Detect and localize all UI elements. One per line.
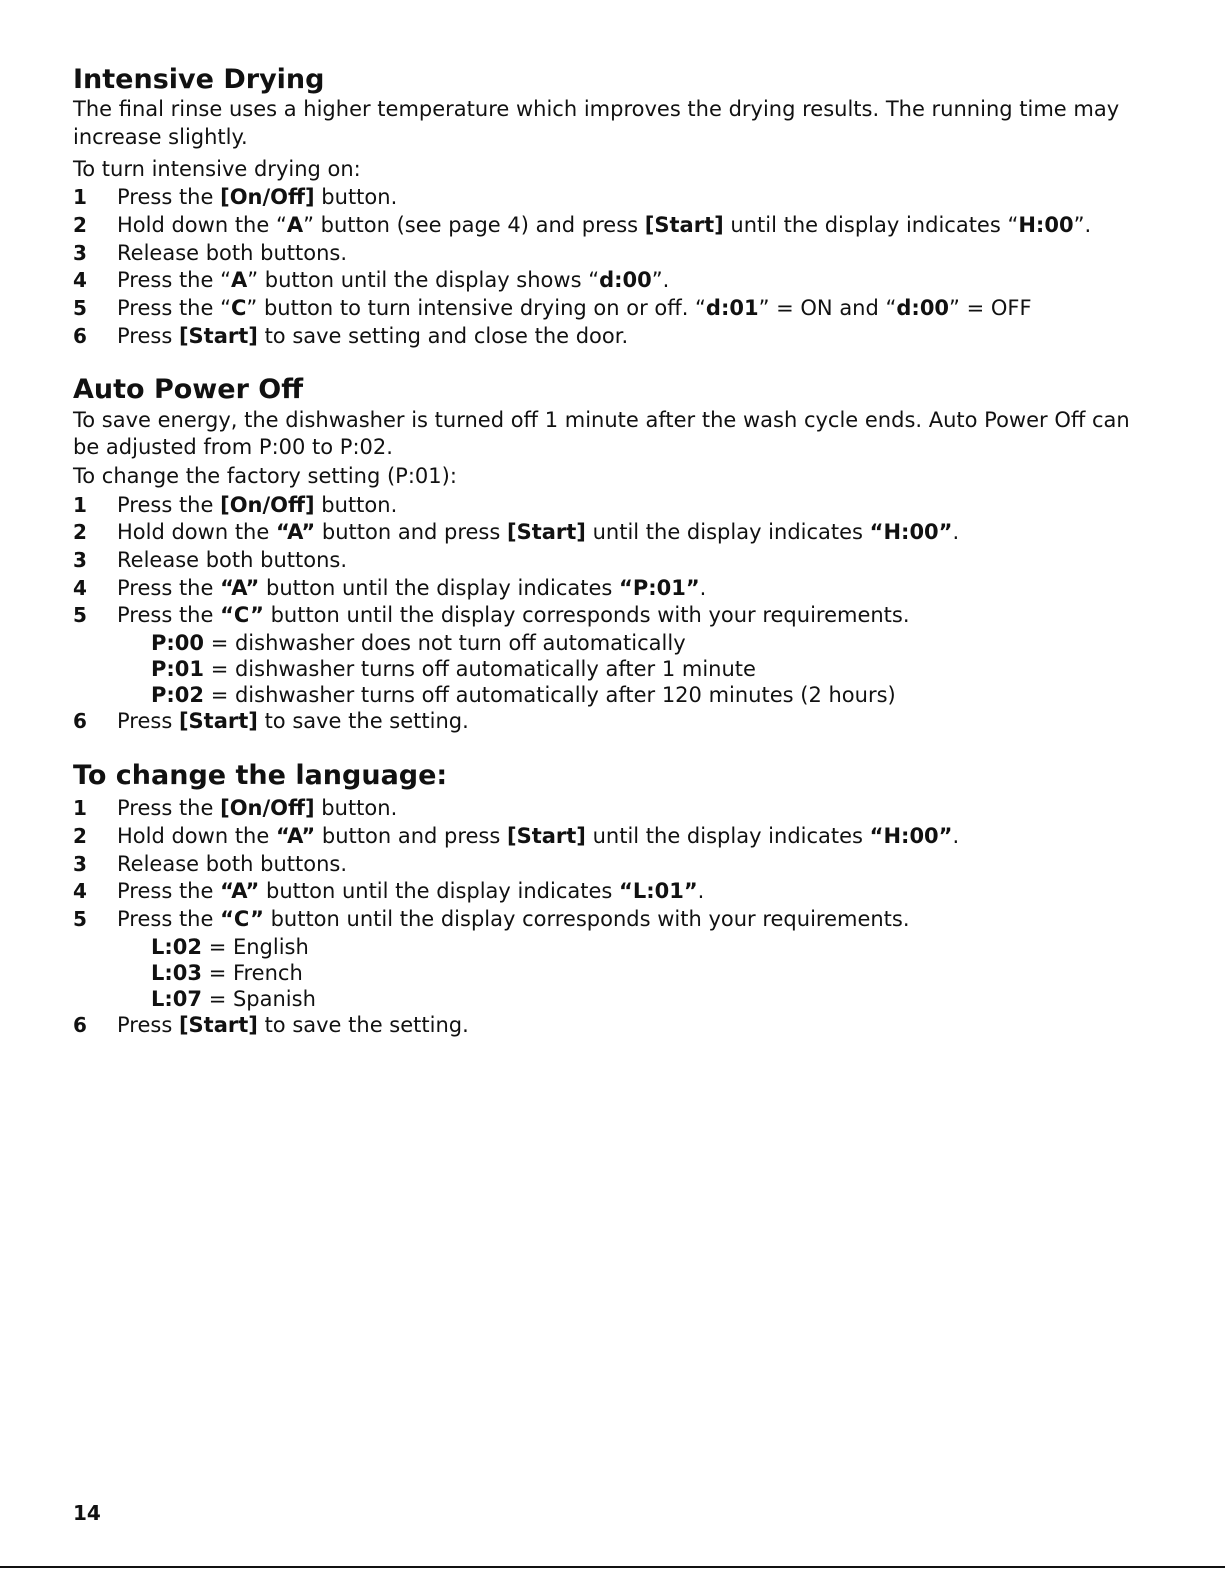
step-text bbox=[117, 878, 1153, 905]
step-text bbox=[117, 906, 1153, 933]
button-label: “A” bbox=[275, 520, 316, 545]
option-text: = French bbox=[202, 960, 303, 985]
step-text-part: Press the “ bbox=[117, 296, 231, 321]
step-number: 2 bbox=[73, 212, 87, 237]
step-text-part: ” = OFF bbox=[949, 296, 1032, 321]
option-text: = dishwasher turns off automatically after 120 minutes (2 hours) bbox=[204, 683, 896, 708]
step-item bbox=[73, 602, 1153, 630]
step-number: 1 bbox=[73, 492, 87, 517]
step-text-part: Press the bbox=[117, 492, 221, 517]
step-item bbox=[73, 267, 1153, 295]
step-text-part: to save setting and close the door. bbox=[257, 323, 629, 348]
step-text-part: button until the display corresponds with your requirements. bbox=[263, 906, 910, 931]
step-item bbox=[73, 519, 1153, 547]
step-item bbox=[73, 184, 1153, 212]
option-code: P:02 bbox=[151, 683, 205, 708]
step-number: 4 bbox=[73, 879, 87, 904]
intensive-drying-description: The final rinse uses a higher temperature which improves the drying results. The running time may increase slightly. bbox=[73, 97, 1120, 149]
step-number: 3 bbox=[73, 240, 87, 265]
button-label: [Start] bbox=[178, 709, 258, 734]
section-title-change-language: To change the language: bbox=[73, 759, 448, 791]
option-code: P:01 bbox=[151, 657, 205, 682]
step-text-part: Hold down the “ bbox=[117, 212, 287, 237]
step-text bbox=[117, 795, 1153, 822]
step-text-part: to save the setting. bbox=[257, 709, 469, 734]
step-text-part: Press bbox=[117, 1012, 179, 1037]
step-item bbox=[73, 708, 1153, 736]
step-text-part: to save the setting. bbox=[257, 1012, 469, 1037]
step-number: 6 bbox=[73, 323, 87, 348]
step-text-part: button. bbox=[314, 796, 398, 821]
step-text-part: button and press bbox=[315, 823, 507, 848]
section-spacer bbox=[73, 350, 1153, 374]
step-text-part: Press the bbox=[117, 879, 221, 904]
step-text bbox=[117, 492, 1153, 519]
display-code: d:00 bbox=[599, 268, 652, 293]
option-item bbox=[73, 682, 1153, 708]
step-text bbox=[117, 708, 1153, 735]
step-number: 3 bbox=[73, 851, 87, 876]
button-label: “A” bbox=[220, 575, 260, 600]
step-text bbox=[117, 602, 1153, 629]
option-text: = English bbox=[202, 934, 309, 959]
step-text-part: Press the bbox=[117, 796, 221, 821]
section-title-intensive-drying: Intensive Drying bbox=[73, 64, 325, 95]
step-number: 6 bbox=[73, 1012, 87, 1037]
option-text: = dishwasher does not turn off automatically bbox=[204, 631, 686, 656]
step-number: 2 bbox=[73, 823, 87, 848]
step-text-part: button until the display indicates bbox=[259, 575, 620, 600]
step-item bbox=[73, 878, 1153, 906]
step-item bbox=[73, 575, 1153, 603]
step-text-part: . bbox=[697, 879, 705, 904]
step-text-part: ” button until the display shows “ bbox=[247, 268, 600, 293]
button-label: [Start] bbox=[178, 1012, 258, 1037]
display-code: d:01 bbox=[705, 296, 759, 321]
step-text-part: ”. bbox=[1073, 212, 1092, 237]
step-item bbox=[73, 1012, 1153, 1040]
option-code: P:00 bbox=[151, 631, 205, 656]
step-item bbox=[73, 212, 1153, 240]
auto-power-off-intro: To change the factory setting (P:01): bbox=[73, 464, 457, 489]
step-text bbox=[117, 323, 1153, 350]
auto-power-off-steps bbox=[73, 492, 1153, 736]
step-number: 5 bbox=[73, 906, 87, 931]
step-text-part: ” button (see page 4) and press bbox=[303, 212, 645, 237]
display-code: “L:01” bbox=[619, 879, 698, 904]
manual-page bbox=[73, 64, 1153, 1039]
step-number: 4 bbox=[73, 575, 87, 600]
option-code: L:02 bbox=[151, 934, 203, 959]
section-spacer bbox=[73, 736, 1153, 760]
page-number: 14 bbox=[73, 1501, 101, 1525]
step-item bbox=[73, 323, 1153, 351]
button-label: A bbox=[286, 212, 304, 237]
step-text-part: button. bbox=[314, 492, 398, 517]
step-text-part: button. bbox=[314, 185, 398, 210]
language-steps bbox=[73, 795, 1153, 1039]
option-code: L:03 bbox=[151, 960, 203, 985]
step-text bbox=[117, 295, 1153, 322]
step-item bbox=[73, 851, 1153, 879]
display-code: “H:00” bbox=[869, 823, 953, 848]
auto-power-off-description: To save energy, the dishwasher is turned off 1 minute after the wash cycle ends. Auto Power Off can be adjusted from P:00 to P:02. bbox=[73, 407, 1130, 460]
step-text bbox=[117, 1012, 1153, 1039]
step-item bbox=[73, 547, 1153, 575]
step-text-part: button and press bbox=[315, 520, 507, 545]
step-text: Release both buttons. bbox=[117, 240, 348, 265]
step-text bbox=[117, 267, 1153, 294]
step-item bbox=[73, 823, 1153, 851]
button-label: “A” bbox=[275, 823, 316, 848]
step-text-part: until the display indicates bbox=[585, 520, 870, 545]
display-code: “H:00” bbox=[869, 520, 953, 545]
step-text-part: button until the display corresponds with your requirements. bbox=[263, 603, 910, 628]
option-item bbox=[73, 960, 1153, 986]
step-text bbox=[117, 184, 1153, 211]
step-text-part: . bbox=[952, 520, 960, 545]
step-text-part: Press bbox=[117, 709, 179, 734]
section-title-auto-power-off: Auto Power Off bbox=[73, 374, 304, 406]
step-text-part: Press the bbox=[117, 575, 221, 600]
step-item bbox=[73, 492, 1153, 520]
step-text-part: Press the bbox=[117, 906, 221, 931]
step-number: 3 bbox=[73, 548, 87, 573]
step-number: 1 bbox=[73, 185, 87, 210]
display-code: “P:01” bbox=[619, 575, 700, 600]
step-text bbox=[117, 823, 1153, 850]
step-text-part: Press the “ bbox=[117, 268, 231, 293]
option-item bbox=[73, 986, 1153, 1012]
option-code: L:07 bbox=[151, 986, 203, 1011]
page-bottom-rule bbox=[0, 1566, 1225, 1568]
option-text: = Spanish bbox=[202, 986, 316, 1011]
step-text-part: Hold down the bbox=[117, 823, 276, 848]
step-text-part: Press bbox=[117, 323, 179, 348]
option-item bbox=[73, 934, 1153, 960]
step-text bbox=[117, 519, 1153, 546]
step-text bbox=[117, 575, 1153, 602]
step-text: Release both buttons. bbox=[117, 548, 348, 573]
step-number: 5 bbox=[73, 603, 87, 628]
button-label: [On/Off] bbox=[220, 796, 315, 821]
step-text-part: button until the display indicates bbox=[259, 879, 620, 904]
step-text-part: ”. bbox=[651, 268, 670, 293]
button-label: [On/Off] bbox=[220, 492, 315, 517]
button-label: “A” bbox=[220, 879, 260, 904]
option-item bbox=[73, 656, 1153, 682]
step-text-part: Press the bbox=[117, 185, 221, 210]
step-text bbox=[117, 212, 1153, 239]
step-text-part: . bbox=[699, 575, 707, 600]
step-item bbox=[73, 906, 1153, 934]
step-number: 4 bbox=[73, 268, 87, 293]
step-number: 1 bbox=[73, 796, 87, 821]
step-number: 5 bbox=[73, 296, 87, 321]
step-text-part: ” = ON and “ bbox=[758, 296, 897, 321]
step-text-part: Hold down the bbox=[117, 520, 276, 545]
step-text-part: Press the bbox=[117, 603, 221, 628]
step-item bbox=[73, 795, 1153, 823]
step-text-part: ” button to turn intensive drying on or off. “ bbox=[246, 296, 706, 321]
button-label: [Start] bbox=[644, 212, 724, 237]
step-text-part: . bbox=[952, 823, 960, 848]
intensive-drying-steps bbox=[73, 184, 1153, 350]
option-text: = dishwasher turns off automatically after 1 minute bbox=[204, 657, 756, 682]
intensive-drying-intro: To turn intensive drying on: bbox=[73, 156, 361, 181]
display-code: H:00 bbox=[1018, 212, 1074, 237]
button-label: [Start] bbox=[178, 323, 258, 348]
step-text-part: until the display indicates bbox=[585, 823, 870, 848]
button-label: “C” bbox=[220, 603, 264, 628]
step-number: 6 bbox=[73, 709, 87, 734]
button-label: “C” bbox=[220, 906, 264, 931]
button-label: [On/Off] bbox=[220, 185, 315, 210]
step-text: Release both buttons. bbox=[117, 851, 348, 876]
button-label: A bbox=[230, 268, 248, 293]
step-text-part: until the display indicates “ bbox=[723, 212, 1019, 237]
display-code: d:00 bbox=[896, 296, 950, 321]
button-label: [Start] bbox=[506, 520, 586, 545]
step-item bbox=[73, 240, 1153, 268]
step-number: 2 bbox=[73, 520, 87, 545]
button-label: C bbox=[230, 296, 247, 321]
step-item bbox=[73, 295, 1153, 323]
button-label: [Start] bbox=[506, 823, 586, 848]
option-item bbox=[73, 630, 1153, 656]
